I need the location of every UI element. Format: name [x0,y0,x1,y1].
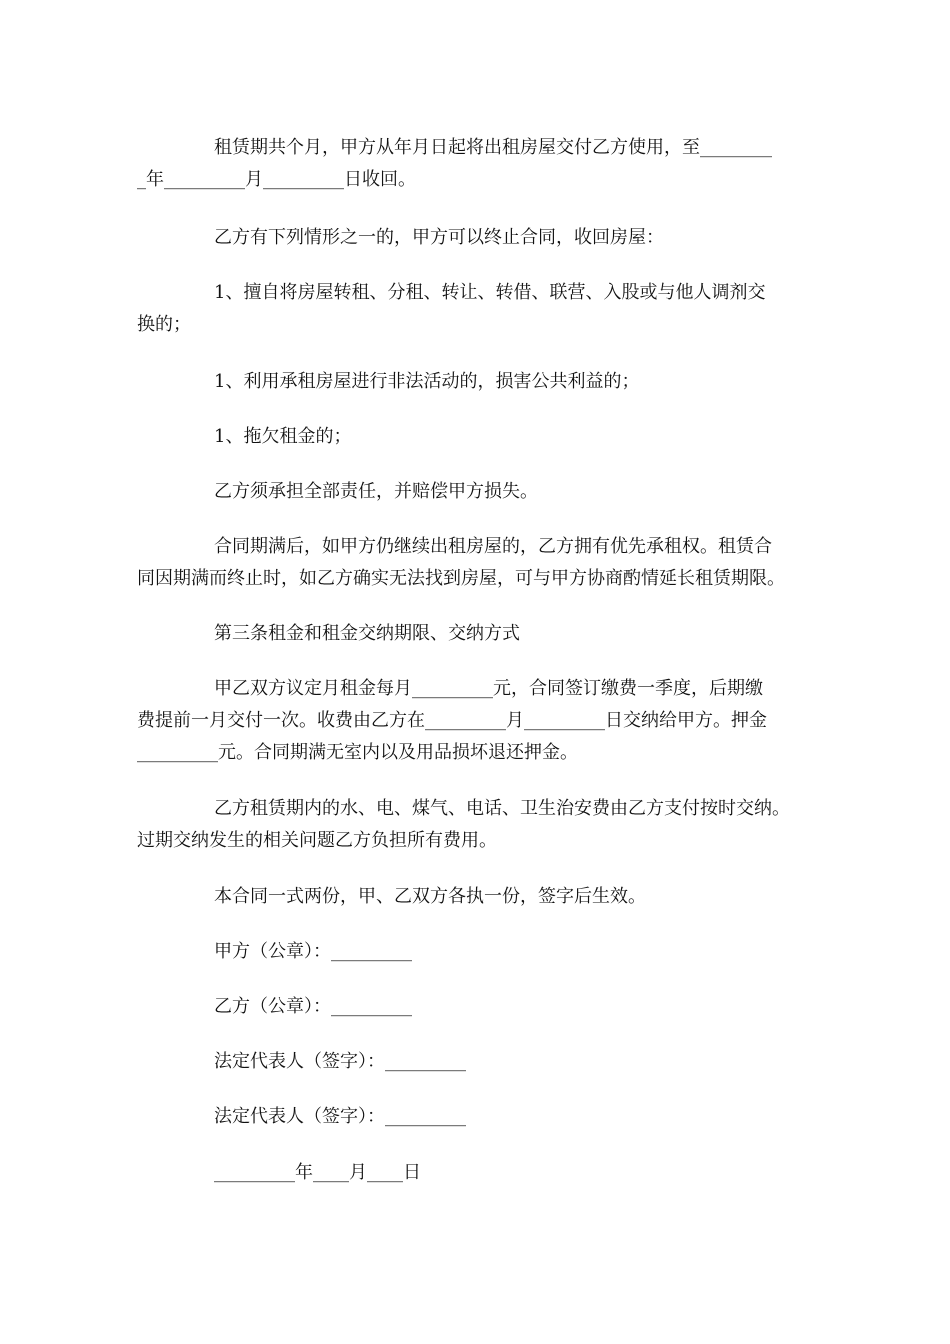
section-heading-article-3 [137,618,827,650]
paragraph-liability [137,476,827,508]
text-line: 租赁期共个月，甲方从年月日起将出租房屋交付乙方使用，至________ [214,137,772,158]
text-line: 同因期满而终止时，如乙方确实无法找到房屋，可与甲方协商酌情延长租赁期限。 [137,568,785,589]
text-line: 法定代表人（签字）：_________ [214,1106,466,1127]
signature-date [137,1157,827,1189]
paragraph-termination-intro [137,222,827,254]
paragraph-utilities [137,793,827,857]
text-line: 乙方须承担全部责任，并赔偿甲方损失。 [214,481,538,502]
text-line: 乙方有下列情形之一的，甲方可以终止合同，收回房屋： [214,227,664,248]
text-line: 本合同一式两份，甲、乙双方各执一份，签字后生效。 [214,886,646,907]
paragraph-clause-sublet [137,277,827,341]
text-line: 乙方（公章）：_________ [214,996,412,1017]
text-line: 第三条租金和租金交纳期限、交纳方式 [214,623,520,644]
paragraph-clause-illegal [137,366,827,398]
text-line: 合同期满后，如甲方仍继续出租房屋的，乙方拥有优先承租权。租赁合 [214,536,772,557]
text-line: 1、拖欠租金的； [214,426,352,447]
signature-party-a [137,936,827,968]
text-line: 费提前一月交付一次。收费由乙方在_________月_________日交纳给甲方。押金 [137,710,767,731]
text-line: 过期交纳发生的相关问题乙方负担所有费用。 [137,830,497,851]
text-line: _________元。合同期满无室内以及用品损坏退还押金。 [137,742,578,763]
text-line: 法定代表人（签字）：_________ [214,1051,466,1072]
text-line: 换的； [137,314,191,335]
text-line: 乙方租赁期内的水、电、煤气、电话、卫生治安费由乙方支付按时交纳。 [214,798,790,819]
signature-legal-rep-2 [137,1101,827,1133]
text-line: 甲方（公章）：_________ [214,941,412,962]
paragraph-lease-term [137,132,827,196]
paragraph-copies [137,881,827,913]
paragraph-rent-payment [137,673,827,769]
signature-party-b [137,991,827,1023]
paragraph-clause-arrears [137,421,827,453]
text-line: _________年____月____日 [214,1162,421,1183]
signature-legal-rep-1 [137,1046,827,1078]
text-line: 1、利用承租房屋进行非法活动的，损害公共利益的； [214,371,640,392]
text-line: 甲乙双方议定月租金每月_________元，合同签订缴费一季度，后期缴 [214,678,763,699]
text-line: 1、擅自将房屋转租、分租、转让、转借、联营、入股或与他人调剂交 [214,282,766,303]
text-line: _年_________月_________日收回。 [137,169,416,190]
paragraph-renewal [137,531,827,595]
